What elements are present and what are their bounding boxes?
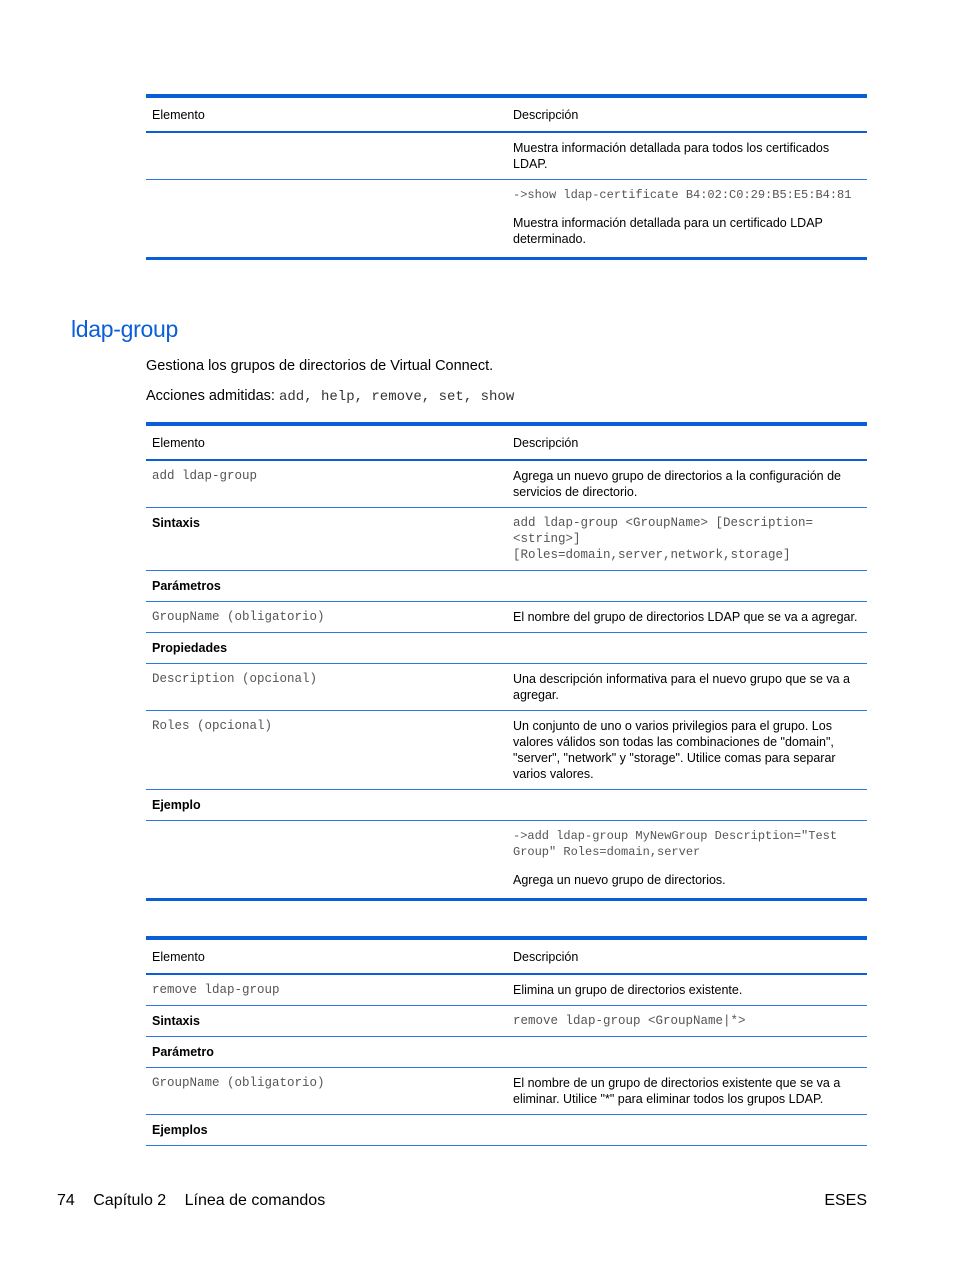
cell-description: Un conjunto de uno o varios privilegios para el grupo. Los valores válidos son todas las combinaciones de "domain", "server", "network" y "storage". Utilice comas para separar varios valores. bbox=[507, 711, 867, 790]
table-row bbox=[146, 571, 867, 602]
table-row bbox=[146, 602, 867, 633]
cell-description: remove ldap-group <GroupName|*> bbox=[507, 1006, 867, 1037]
table-row bbox=[146, 790, 867, 821]
example-description: Muestra información detallada para un certificado LDAP determinado. bbox=[513, 216, 823, 246]
cell-element: GroupName (obligatorio) bbox=[146, 602, 507, 633]
command-example: ->add ldap-group MyNewGroup Description="Test Group" Roles=domain,server bbox=[513, 829, 838, 859]
cell-description bbox=[507, 180, 867, 259]
cell-element: remove ldap-group bbox=[146, 974, 507, 1006]
header-element: Elemento bbox=[146, 96, 507, 132]
cell-element: GroupName (obligatorio) bbox=[146, 1068, 507, 1115]
section-title: ldap-group bbox=[71, 316, 178, 342]
cell-description bbox=[507, 821, 867, 900]
footer-locale: ESES bbox=[824, 1192, 867, 1209]
cell-description bbox=[507, 571, 867, 602]
table-row bbox=[146, 711, 867, 790]
cell-element: Description (opcional) bbox=[146, 664, 507, 711]
table-row bbox=[146, 132, 867, 180]
cell-description: El nombre de un grupo de directorios existente que se va a eliminar. Utilice "*" para eliminar todos los grupos LDAP. bbox=[507, 1068, 867, 1115]
example-description: Agrega un nuevo grupo de directorios. bbox=[513, 873, 726, 887]
table-row bbox=[146, 508, 867, 571]
cell-element bbox=[146, 132, 507, 180]
actions-colon: : bbox=[270, 388, 275, 404]
header-element: Elemento bbox=[146, 938, 507, 974]
cell-element bbox=[146, 821, 507, 900]
cell-description: Muestra información detallada para todos los certificados LDAP. bbox=[507, 132, 867, 180]
remove-ldap-group-table bbox=[146, 936, 867, 1146]
cell-description: Elimina un grupo de directorios existente. bbox=[507, 974, 867, 1006]
table-row bbox=[146, 1115, 867, 1146]
cell-description: Una descripción informativa para el nuevo grupo que se va a agregar. bbox=[507, 664, 867, 711]
cell-description: Agrega un nuevo grupo de directorios a la configuración de servicios de directorio. bbox=[507, 460, 867, 508]
supported-actions bbox=[146, 388, 514, 405]
cell-description: El nombre del grupo de directorios LDAP que se va a agregar. bbox=[507, 602, 867, 633]
cell-description bbox=[507, 790, 867, 821]
header-description: Descripción bbox=[507, 424, 867, 460]
table-row bbox=[146, 1006, 867, 1037]
cell-description bbox=[507, 633, 867, 664]
cell-element: Ejemplo bbox=[146, 790, 507, 821]
cell-description bbox=[507, 1037, 867, 1068]
table-row bbox=[146, 180, 867, 259]
cell-element: Ejemplos bbox=[152, 1123, 208, 1137]
page-footer bbox=[57, 1192, 339, 1210]
table-row bbox=[146, 1068, 867, 1115]
table-row bbox=[146, 460, 867, 508]
add-ldap-group-table bbox=[146, 422, 867, 901]
chapter-title: Línea de comandos bbox=[184, 1192, 326, 1209]
cell-element bbox=[146, 180, 507, 259]
cell-description bbox=[507, 1115, 867, 1146]
actions-label: Acciones admitidas bbox=[146, 388, 271, 404]
section-intro: Gestiona los grupos de directorios de Virtual Connect. bbox=[146, 358, 494, 374]
cell-element: Propiedades bbox=[146, 633, 507, 664]
actions-list: add, help, remove, set, show bbox=[278, 389, 515, 405]
cell-description: add ldap-group <GroupName> [Description=<string>] [Roles=domain,server,network,storage] bbox=[507, 508, 867, 571]
cell-element: Roles (opcional) bbox=[146, 711, 507, 790]
table-row bbox=[146, 974, 867, 1006]
cell-element: Sintaxis bbox=[146, 1006, 507, 1037]
table-row bbox=[146, 821, 867, 900]
header-description: Descripción bbox=[507, 938, 867, 974]
chapter-label: Capítulo 2 bbox=[93, 1192, 167, 1209]
cell-element: Parámetros bbox=[146, 571, 507, 602]
table-row bbox=[146, 633, 867, 664]
header-description: Descripción bbox=[507, 96, 867, 132]
cell-element: Parámetro bbox=[146, 1037, 507, 1068]
certificate-table bbox=[146, 94, 867, 260]
page-number: 74 bbox=[57, 1192, 75, 1209]
cell-element: add ldap-group bbox=[146, 460, 507, 508]
header-element: Elemento bbox=[146, 424, 507, 460]
cell-element: Sintaxis bbox=[146, 508, 507, 571]
command-example: ->show ldap-certificate B4:02:C0:29:B5:E5:B4:81 bbox=[513, 188, 852, 202]
table-row bbox=[146, 664, 867, 711]
table-row bbox=[146, 1037, 867, 1068]
